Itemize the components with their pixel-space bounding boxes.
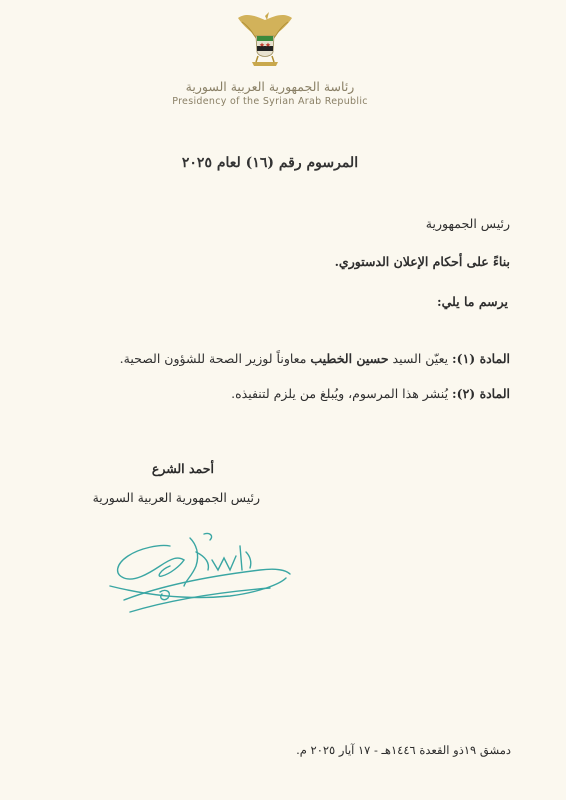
- basis-line: بناءً على أحكام الإعلان الدستوري.: [334, 254, 510, 269]
- article-1-text2: معاوناً لوزير الصحة للشؤون الصحية.: [119, 351, 311, 366]
- signatory-title: رئيس الجمهورية العربية السورية: [92, 490, 260, 505]
- decrees-line: يرسم ما يلي:: [436, 294, 508, 309]
- handwritten-signature: [100, 526, 300, 626]
- decree-title: المرسوم رقم (١٦) لعام ٢٠٢٥: [181, 155, 359, 171]
- article-1: [120, 351, 510, 366]
- date-footer: دمشق ١٩ذو القعدة ١٤٤٦هـ - ١٧ آيار ٢٠٢٥ م.: [296, 743, 511, 757]
- header-english: Presidency of the Syrian Arab Republic: [172, 96, 368, 107]
- signatory-name: أحمد الشرع: [151, 461, 214, 476]
- header-arabic: رئاسة الجمهورية العربية السورية: [185, 79, 355, 94]
- eagle-emblem-icon: [236, 10, 294, 72]
- article-1-label: المادة (١):: [452, 351, 510, 366]
- addressee: رئيس الجمهورية: [425, 216, 510, 231]
- article-2-label: المادة (٢):: [452, 386, 510, 401]
- article-1-text: يعيّن السيد: [388, 351, 453, 366]
- article-2: [231, 386, 510, 401]
- article-2-text: يُنشر هذا المرسوم، ويُبلغ من يلزم لتنفيذه.: [231, 386, 453, 401]
- appointee-name: حسين الخطيب: [310, 351, 389, 366]
